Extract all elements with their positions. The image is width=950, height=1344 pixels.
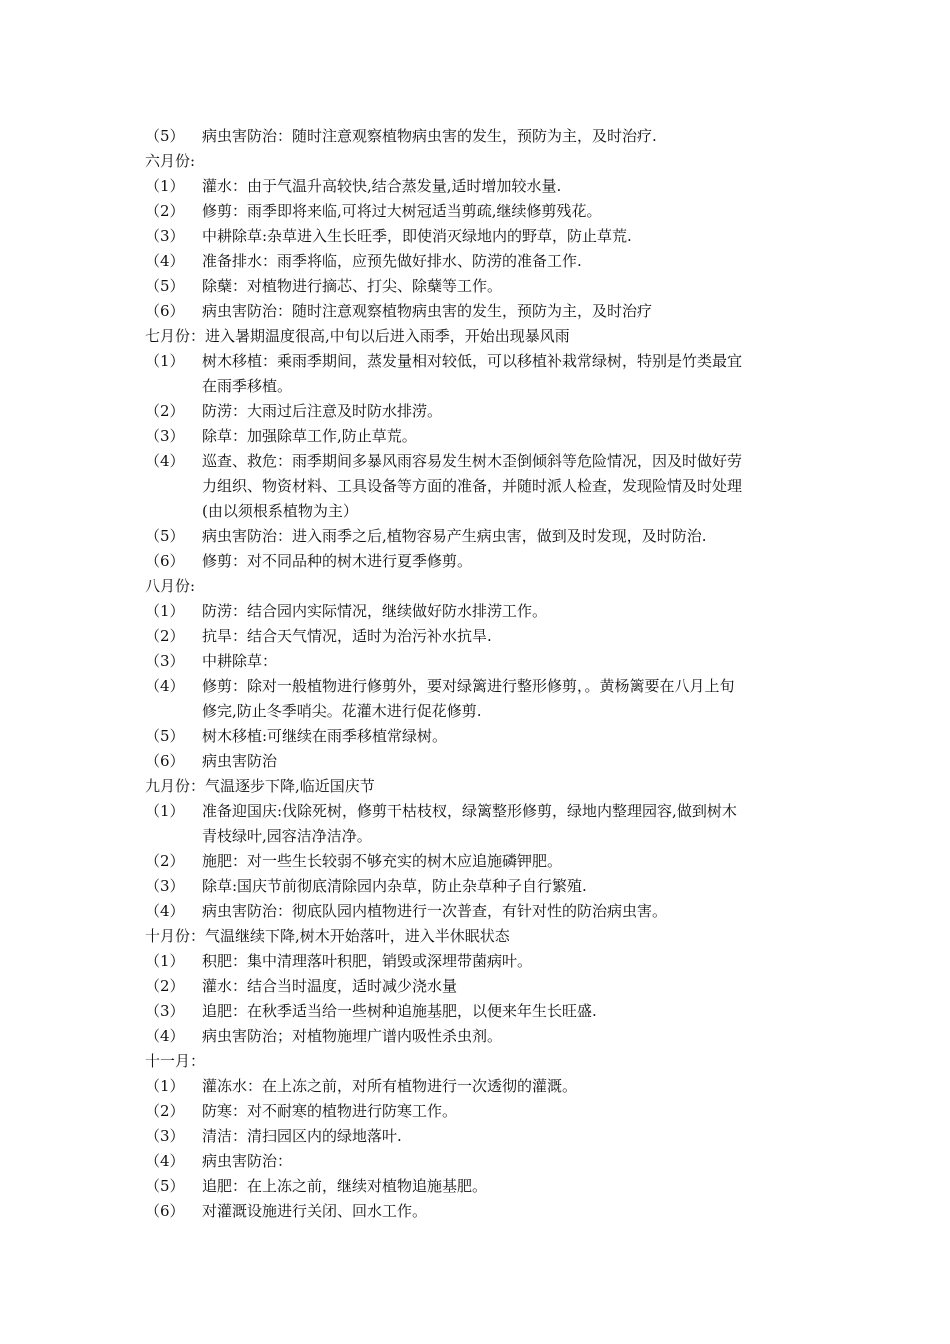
list-item [145, 799, 825, 849]
item-number: （4） [145, 902, 185, 920]
item-text: 灌水：由于气温升高较快,结合蒸发量,适时增加较水量. [202, 177, 562, 195]
item-number: （6） [145, 752, 185, 770]
item-text: 追肥：在秋季适当给一些树种追施基肥，以便来年生长旺盛. [202, 1002, 597, 1020]
item-number: （1） [145, 802, 185, 820]
item-text: 修剪：对不同品种的树木进行夏季修剪。 [202, 552, 473, 570]
item-text: 病虫害防治：随时注意观察植物病虫害的发生，预防为主，及时治疗 [202, 302, 653, 320]
item-number: （4） [145, 677, 185, 695]
item-text-line: 在雨季移植。 [202, 377, 293, 395]
list-item [145, 449, 825, 524]
list-item [145, 1074, 825, 1099]
month-heading: 十一月： [145, 1052, 206, 1070]
item-text-line: (由以须根系植物为主） [202, 502, 358, 520]
list-item [145, 1024, 825, 1049]
item-text: 病虫害防治：随时注意观察植物病虫害的发生，预防为主，及时治疗. [202, 127, 657, 145]
list-item [145, 1099, 825, 1124]
item-text: 灌冻水：在上冻之前，对所有植物进行一次透彻的灌溉。 [202, 1077, 578, 1095]
item-number: （1） [145, 602, 185, 620]
item-text: 修剪：雨季即将来临,可将过大树冠适当剪疏,继续修剪残花。 [202, 202, 602, 220]
item-number: （2） [145, 1102, 185, 1120]
item-text-line: 修完,防止冬季哨尖。花灌木进行促花修剪. [202, 702, 482, 720]
item-text-line: 力组织、物资材料、工具设备等方面的准备，并随时派人检查，发现险情及时处理 [202, 477, 743, 495]
list-item [145, 899, 825, 924]
list-item [145, 399, 825, 424]
month-heading: 九月份：气温逐步下降,临近国庆节 [145, 777, 375, 795]
item-text: 防涝：结合园内实际情况，继续做好防水排涝工作。 [202, 602, 548, 620]
item-number: （5） [145, 277, 185, 295]
list-item [145, 424, 825, 449]
item-text: 病虫害防治： [202, 1152, 293, 1170]
item-number: （3） [145, 227, 185, 245]
list-item [145, 124, 825, 149]
item-number: （1） [145, 1077, 185, 1095]
list-item [145, 524, 825, 549]
item-text: 防涝：大雨过后注意及时防水排涝。 [202, 402, 443, 420]
item-text: 灌水：结合当时温度，适时减少浇水量 [202, 977, 458, 995]
item-text-line: 青枝绿叶,园容洁净洁净。 [202, 827, 372, 845]
item-text: 施肥：对一些生长较弱不够充实的树木应追施磷钾肥。 [202, 852, 563, 870]
item-text-line: 修剪：除对一般植物进行修剪外，要对绿篱进行整形修剪，。黄杨篱要在八月上旬 [202, 677, 735, 695]
list-item [145, 724, 825, 749]
item-number: （2） [145, 402, 185, 420]
item-text: 清洁：清扫园区内的绿地落叶. [202, 1127, 402, 1145]
item-number: （2） [145, 852, 185, 870]
list-item [145, 749, 825, 774]
item-number: （3） [145, 1002, 185, 1020]
list-item [145, 1124, 825, 1149]
item-number: （3） [145, 427, 185, 445]
item-text: 病虫害防治：进入雨季之后,植物容易产生病虫害，做到及时发现，及时防治. [202, 527, 707, 545]
item-text-line: 准备迎国庆:伐除死树，修剪干枯枝杈，绿篱整形修剪，绿地内整理园容,做到树木 [202, 802, 737, 820]
month-heading: 七月份：进入暑期温度很高,中旬以后进入雨季，开始出现暴风雨 [145, 327, 570, 345]
item-text: 病虫害防治 [202, 752, 278, 770]
item-text: 准备排水：雨季将临，应预先做好排水、防涝的准备工作. [202, 252, 582, 270]
item-text: 抗旱：结合天气情况，适时为治污补水抗旱. [202, 627, 492, 645]
list-item [145, 1149, 825, 1174]
list-item [145, 874, 825, 899]
item-number: （3） [145, 652, 185, 670]
list-item [145, 849, 825, 874]
list-item [145, 599, 825, 624]
item-number: （4） [145, 452, 185, 470]
item-number: （1） [145, 177, 185, 195]
item-number: （2） [145, 202, 185, 220]
item-number: （2） [145, 977, 185, 995]
item-number: （6） [145, 1202, 185, 1220]
item-number: （1） [145, 952, 185, 970]
month-heading: 十月份：气温继续下降,树木开始落叶，进入半休眠状态 [145, 927, 510, 945]
list-item [145, 224, 825, 249]
item-text: 积肥：集中清理落叶积肥，销毁或深埋带菌病叶。 [202, 952, 533, 970]
item-text-line: 树木移植：乘雨季期间，蒸发量相对较低，可以移植补栽常绿树，特别是竹类最宜 [202, 352, 743, 370]
item-number: （6） [145, 552, 185, 570]
item-text: 追肥：在上冻之前，继续对植物追施基肥。 [202, 1177, 488, 1195]
item-number: （5） [145, 1177, 185, 1195]
list-item [145, 949, 825, 974]
list-item [145, 999, 825, 1024]
item-number: （4） [145, 1027, 185, 1045]
list-item [145, 624, 825, 649]
item-number: （5） [145, 127, 185, 145]
item-text: 中耕除草： [202, 652, 278, 670]
item-text: 中耕除草:杂草进入生长旺季，即使消灭绿地内的野草，防止草荒. [202, 227, 632, 245]
item-text: 对灌溉设施进行关闭、回水工作。 [202, 1202, 428, 1220]
item-text-line: 巡查、救危：雨季期间多暴风雨容易发生树木歪倒倾斜等危险情况，因及时做好劳 [202, 452, 743, 470]
item-number: （4） [145, 252, 185, 270]
list-item [145, 199, 825, 224]
item-number: （5） [145, 727, 185, 745]
list-item [145, 549, 825, 574]
item-text: 防寒：对不耐寒的植物进行防寒工作。 [202, 1102, 458, 1120]
item-text: 除草：加强除草工作,防止草荒。 [202, 427, 417, 445]
item-number: （3） [145, 877, 185, 895]
list-item [145, 274, 825, 299]
item-number: （5） [145, 527, 185, 545]
item-text: 病虫害防治：彻底队园内植物进行一次普查，有针对性的防治病虫害。 [202, 902, 668, 920]
item-number: （4） [145, 1152, 185, 1170]
item-number: （3） [145, 1127, 185, 1145]
list-item [145, 249, 825, 274]
list-item [145, 674, 825, 724]
list-item [145, 649, 825, 674]
item-number: （2） [145, 627, 185, 645]
list-item [145, 1174, 825, 1199]
item-text: 除草:国庆节前彻底清除园内杂草，防止杂草种子自行繁殖. [202, 877, 587, 895]
item-text: 树木移植:可继续在雨季移植常绿树。 [202, 727, 448, 745]
list-item [145, 349, 825, 399]
list-item [145, 974, 825, 999]
item-text: 除蘖：对植物进行摘芯、打尖、除蘖等工作。 [202, 277, 503, 295]
list-item [145, 1199, 825, 1224]
item-number: （1） [145, 352, 185, 370]
list-item [145, 299, 825, 324]
item-text: 病虫害防治；对植物施埋广谱内吸性杀虫剂。 [202, 1027, 503, 1045]
document-body [145, 124, 825, 1224]
month-heading: 六月份: [145, 152, 196, 170]
list-item [145, 174, 825, 199]
month-heading: 八月份: [145, 577, 196, 595]
item-number: （6） [145, 302, 185, 320]
